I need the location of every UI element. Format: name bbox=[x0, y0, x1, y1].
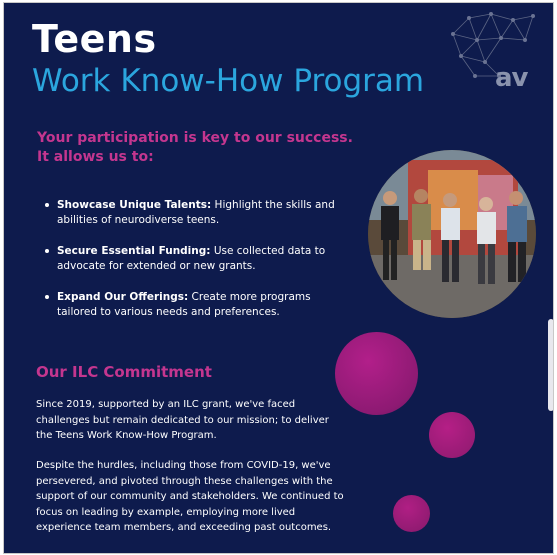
scrollbar-thumb[interactable] bbox=[548, 319, 554, 411]
decorative-circle bbox=[429, 412, 475, 458]
list-item-title: Showcase Unique Talents: bbox=[57, 199, 212, 211]
list-item-text: Highlight the skills and abilities of neurodiverse teens. bbox=[57, 199, 335, 226]
document-page bbox=[3, 2, 554, 554]
page-subtitle: Work Know-How Program bbox=[32, 63, 425, 99]
intro-line-1: Your participation is key to our success. bbox=[37, 130, 353, 146]
team-photo bbox=[368, 150, 536, 318]
list-item bbox=[45, 290, 345, 320]
commitment-paragraph-2: Despite the hurdles, including those from COVID-19, we've persevered, and pivoted through these challenges with the support of our community and stakeholders. We continued to focus on leading by example, employing more lived experience team members, and exceeding past outcomes. bbox=[36, 460, 344, 533]
list-item-text: Use collected data to advocate for extended or new grants. bbox=[57, 245, 326, 272]
bullet-dot-icon bbox=[45, 203, 49, 207]
list-item bbox=[45, 198, 345, 228]
commitment-paragraph-1: Since 2019, supported by an ILC grant, we've faced challenges but remain dedicated to our mission; to deliver the Teens Work Know-How Program. bbox=[36, 399, 329, 441]
list-item-text: Create more programs tailored to various needs and preferences. bbox=[57, 291, 311, 318]
bullet-dot-icon bbox=[45, 295, 49, 299]
benefits-list bbox=[45, 198, 345, 336]
section-heading: Our ILC Commitment bbox=[36, 363, 212, 381]
brand-logo: av bbox=[495, 63, 528, 93]
intro-heading bbox=[37, 129, 353, 167]
list-item-title: Expand Our Offerings: bbox=[57, 291, 189, 303]
list-item-title: Secure Essential Funding: bbox=[57, 245, 211, 257]
intro-line-2: It allows us to: bbox=[37, 149, 154, 165]
bullet-dot-icon bbox=[45, 249, 49, 253]
page-title: Teens bbox=[32, 17, 157, 61]
decorative-circle bbox=[393, 495, 430, 532]
decorative-circle bbox=[335, 332, 418, 415]
list-item bbox=[45, 244, 345, 274]
